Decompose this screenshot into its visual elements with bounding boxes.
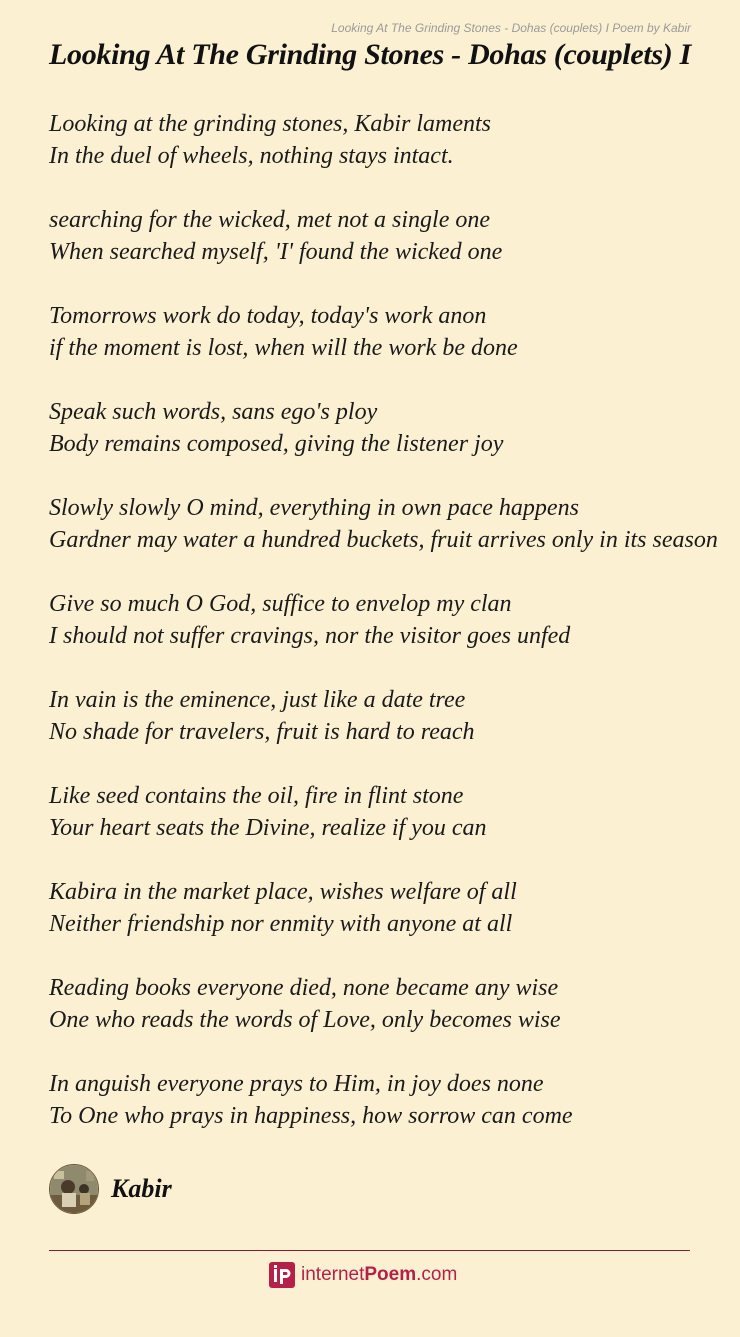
poem-line: Speak such words, sans ego's ploy [49,399,378,425]
poem-line: if the moment is lost, when will the work be done [49,335,518,361]
poem-line: Body remains composed, giving the listener joy [49,431,504,457]
poem-line: Your heart seats the Divine, realize if you can [49,815,487,841]
poem-line: Reading books everyone died, none became any wise [49,975,559,1001]
poem-line: Like seed contains the oil, fire in flint stone [49,783,464,809]
internetpoem-logo-icon [269,1262,295,1288]
brand-suffix: .com [416,1264,458,1285]
poem-title: Looking At The Grinding Stones - Dohas (couplets) I [49,38,692,71]
poem-line: I should not suffer cravings, nor the visitor goes unfed [49,623,571,649]
stanza [49,972,709,1036]
brand-prefix: internet [301,1264,365,1285]
poem-line: In the duel of wheels, nothing stays intact. [49,143,454,169]
author-row[interactable] [49,1164,172,1214]
author-name[interactable]: Kabir [111,1174,172,1203]
stanza [49,300,709,364]
stanza [49,684,709,748]
poem-line: Slowly slowly O mind, everything in own pace happens [49,495,579,521]
poem-line: One who reads the words of Love, only becomes wise [49,1007,561,1033]
footer-divider [49,1250,690,1251]
avatar-portrait-icon [50,1165,98,1213]
stanza [49,492,718,556]
poem-line: When searched myself, 'I' found the wicked one [49,239,503,265]
stanza [49,396,709,460]
stanza [49,108,709,172]
stanza [49,780,709,844]
poem-line: Looking at the grinding stones, Kabir laments [49,111,492,137]
poem-line: Tomorrows work do today, today's work anon [49,303,487,329]
brand-strong: Poem [364,1264,417,1285]
header-caption: Looking At The Grinding Stones - Dohas (couplets) I Poem by Kabir [331,21,691,35]
stanza [49,1068,709,1132]
poem-line: Gardner may water a hundred buckets, fruit arrives only in its season [49,527,718,553]
stanza [49,588,709,652]
poem-line: Neither friendship nor enmity with anyone at all [49,911,513,937]
poem-line: In vain is the eminence, just like a date tree [49,687,466,713]
poem-line: Give so much O God, suffice to envelop my clan [49,591,512,617]
poem-line: searching for the wicked, met not a single one [49,207,491,233]
author-avatar[interactable] [49,1164,99,1214]
stanza [49,876,709,940]
poem-line: To One who prays in happiness, how sorrow can come [49,1103,573,1129]
stanza [49,204,709,268]
poem-line: In anguish everyone prays to Him, in joy does none [49,1071,544,1097]
poem-line: Kabira in the market place, wishes welfare of all [49,879,517,905]
site-brand-link[interactable] [269,1262,457,1288]
poem-line: No shade for travelers, fruit is hard to reach [49,719,475,745]
poem-body [49,108,718,1164]
brand-text [301,1264,457,1286]
